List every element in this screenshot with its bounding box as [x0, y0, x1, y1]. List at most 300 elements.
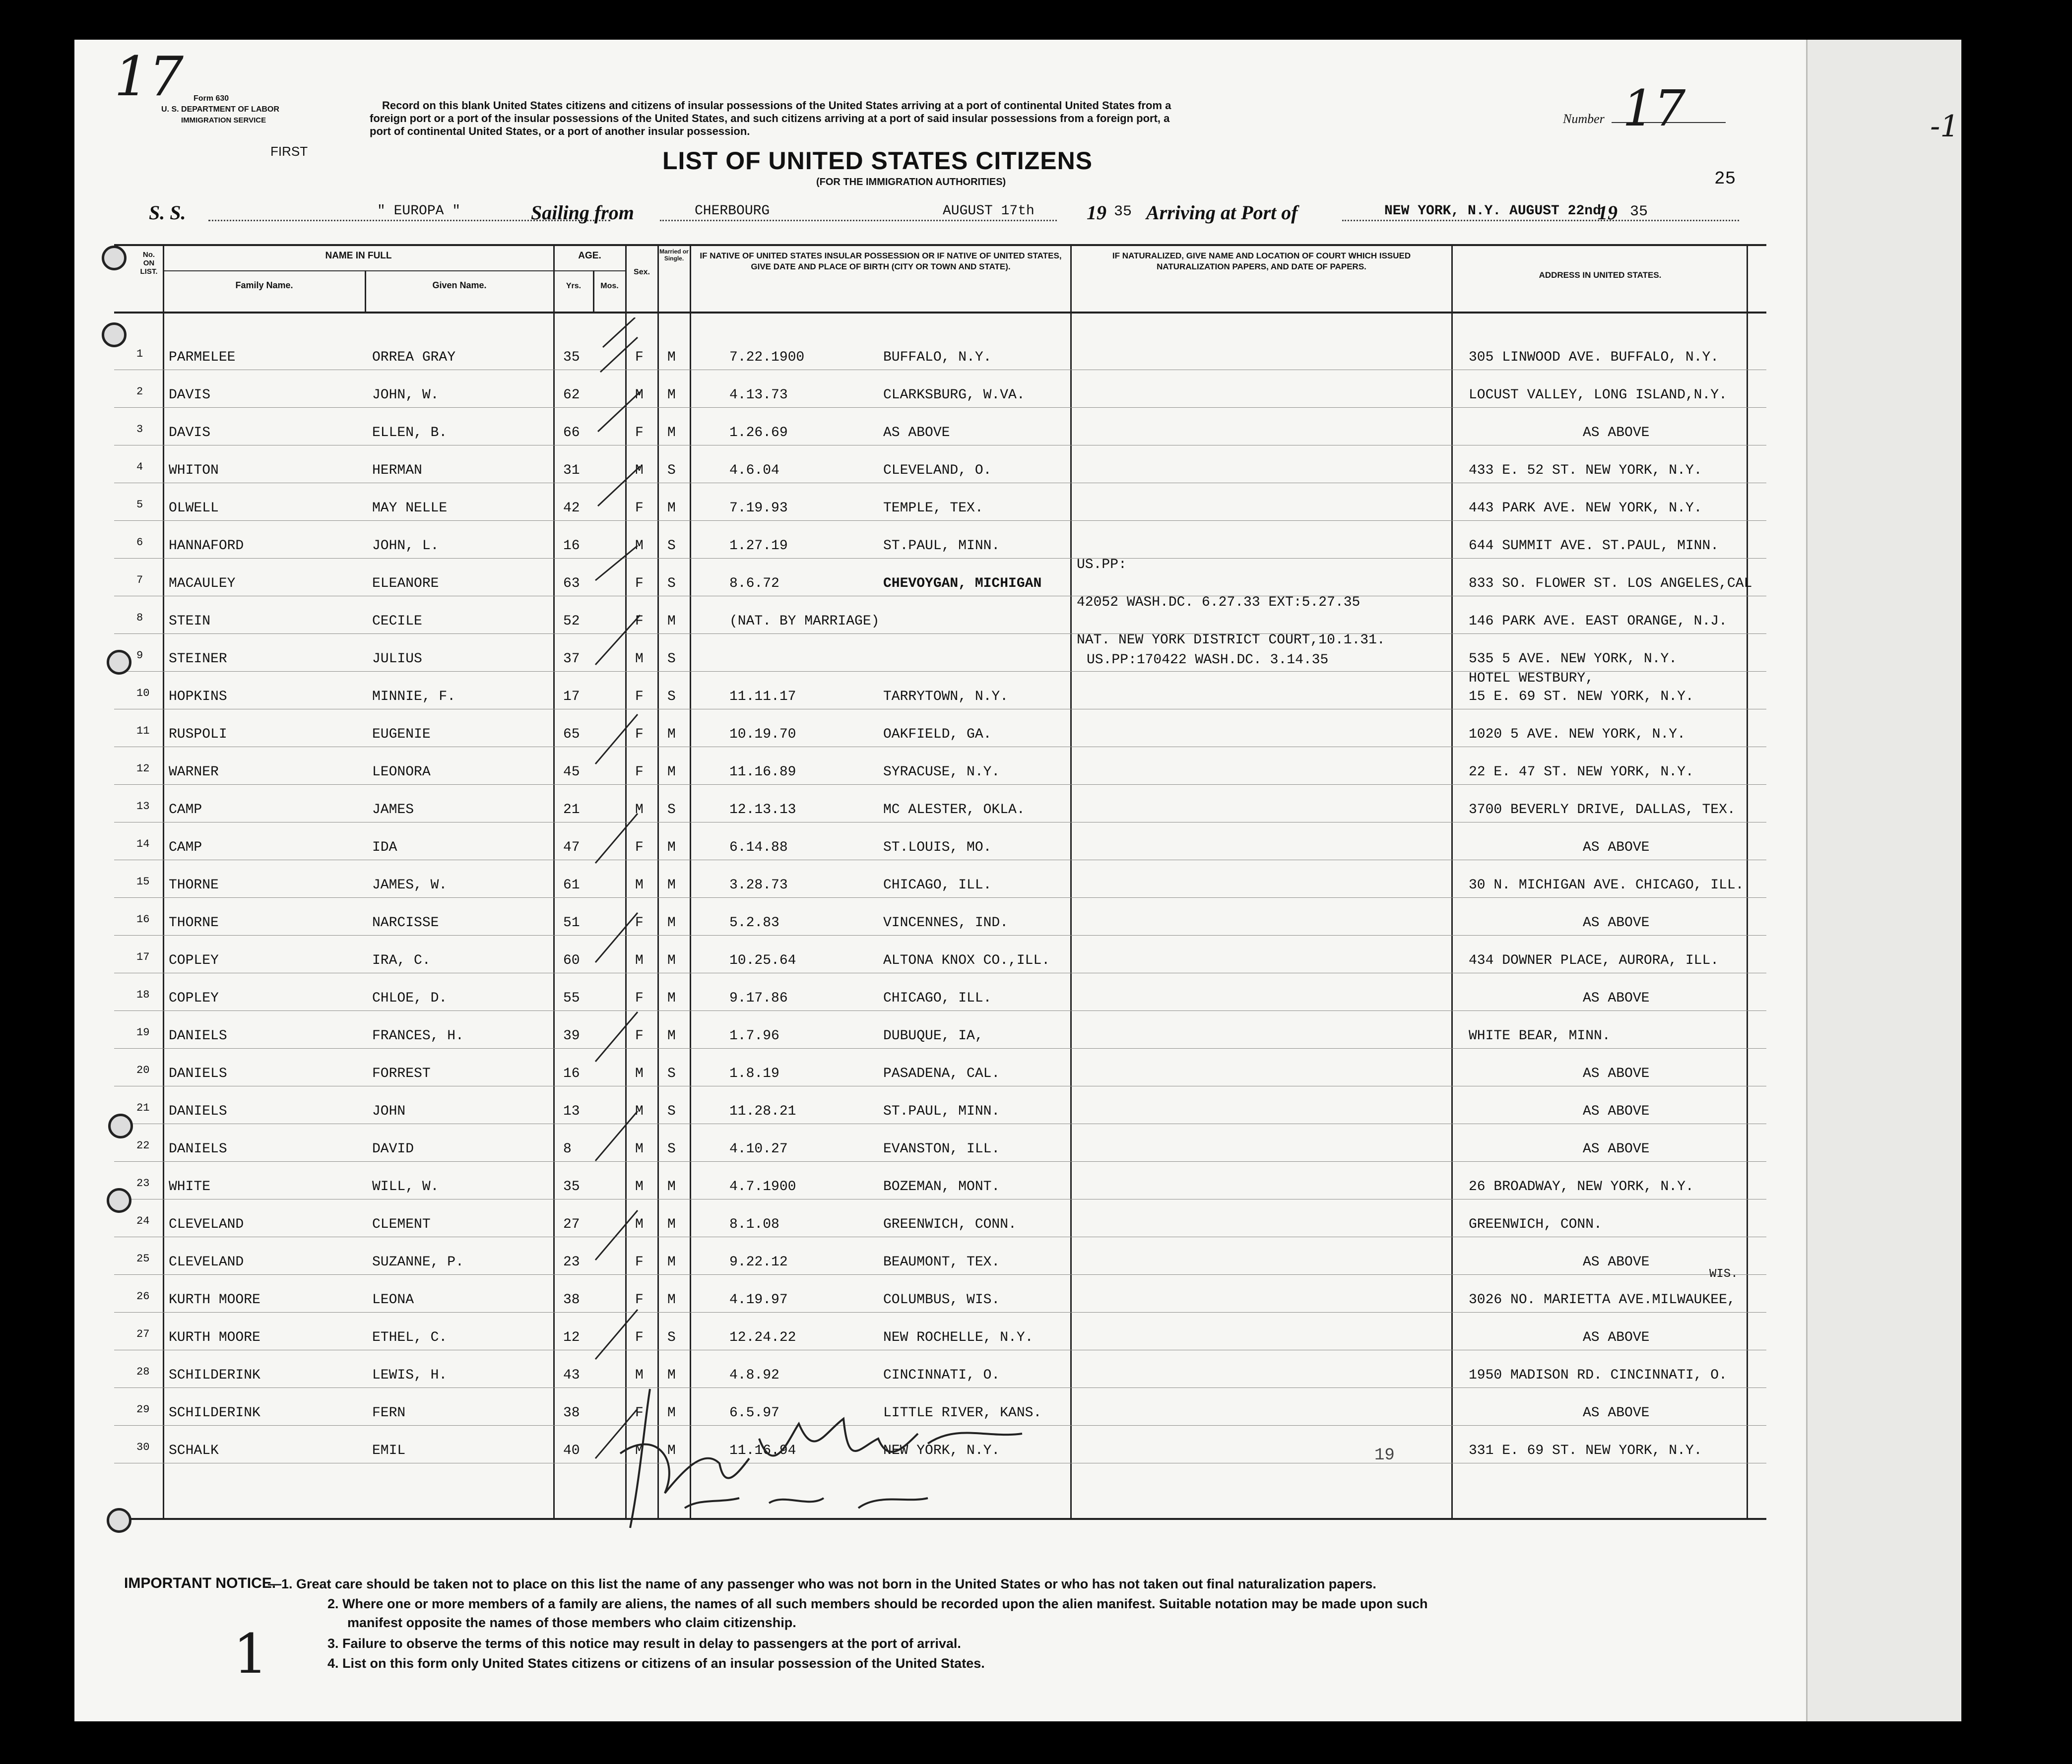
- sex: M: [635, 1443, 644, 1458]
- marital-status: M: [667, 1217, 676, 1232]
- sex: F: [635, 727, 644, 742]
- given-name: LEWIS, H.: [372, 1368, 448, 1383]
- family-name: DAVIS: [169, 425, 211, 441]
- marital-status: M: [667, 350, 676, 365]
- family-name: DANIELS: [169, 1141, 227, 1157]
- year-1: 35: [1114, 203, 1132, 220]
- notice-item-3: 3. Failure to observe the terms of this notice may result in delay to passengers at the port of arrival.: [327, 1636, 961, 1651]
- address: 146 PARK AVE. EAST ORANGE, N.J.: [1469, 614, 1727, 629]
- row-number: 13: [136, 800, 150, 813]
- birth-date: 4.13.73: [729, 387, 788, 403]
- marital-status: M: [667, 1255, 676, 1270]
- header-age: AGE.: [578, 251, 601, 261]
- age-years: 65: [563, 727, 580, 742]
- service: IMMIGRATION SERVICE: [181, 116, 266, 125]
- marital-status: S: [667, 651, 676, 667]
- row-rule: [114, 897, 1766, 898]
- birth-place: DUBUQUE, IA,: [883, 1028, 983, 1044]
- family-name: RUSPOLI: [169, 727, 227, 742]
- col-rule-address: [1747, 244, 1748, 1519]
- given-name: FERN: [372, 1405, 406, 1421]
- family-name: STEINER: [169, 651, 227, 667]
- marital-status: S: [667, 1141, 676, 1157]
- notice-item-4: 4. List on this form only United States citizens or citizens of an insular possession of the United States.: [327, 1656, 985, 1671]
- row-rule: [114, 784, 1766, 785]
- binder-hole: [102, 246, 127, 270]
- col-rule-married: [690, 244, 691, 1519]
- birth-date: 12.24.22: [729, 1330, 796, 1345]
- top-handwritten-number: 17: [114, 45, 184, 108]
- year-prefix-2: 19: [1598, 201, 1618, 224]
- birth-place: CHEVOYGAN, MICHIGAN: [883, 576, 1042, 591]
- address: 833 SO. FLOWER ST. LOS ANGELES,CAL: [1469, 576, 1752, 591]
- row-number: 14: [136, 838, 150, 850]
- family-name: DANIELS: [169, 1028, 227, 1044]
- year-prefix-1: 19: [1087, 201, 1106, 224]
- age-years: 31: [563, 463, 580, 478]
- marital-status: M: [667, 1405, 676, 1421]
- family-name: SCHILDERINK: [169, 1405, 260, 1421]
- marital-status: M: [667, 614, 676, 629]
- given-name: LEONORA: [372, 764, 431, 780]
- sex: F: [635, 576, 644, 591]
- row-number: 5: [136, 499, 143, 511]
- family-name: PARMELEE: [169, 350, 236, 365]
- birth-date: 4.19.97: [729, 1292, 788, 1308]
- family-name: CAMP: [169, 840, 202, 855]
- birth-date: 4.7.1900: [729, 1179, 796, 1195]
- birth-place: BEAUMONT, TEX.: [883, 1255, 1000, 1270]
- department: U. S. DEPARTMENT OF LABOR: [161, 105, 279, 114]
- given-name: CHLOE, D.: [372, 991, 448, 1006]
- row-number: 27: [136, 1328, 150, 1340]
- family-name: MACAULEY: [169, 576, 236, 591]
- col-rule-native: [1070, 244, 1072, 1519]
- naturalization: NAT. NEW YORK DISTRICT COURT,10.1.31.: [1077, 632, 1385, 648]
- birth-place: SYRACUSE, N.Y.: [883, 764, 1000, 780]
- header-mos: Mos.: [600, 282, 619, 290]
- address: 535 5 AVE. NEW YORK, N.Y.: [1469, 651, 1678, 667]
- age-years: 51: [563, 915, 580, 931]
- address: AS ABOVE: [1583, 1141, 1650, 1157]
- given-name: MINNIE, F.: [372, 689, 456, 704]
- age-years: 16: [563, 1066, 580, 1081]
- marital-status: M: [667, 840, 676, 855]
- binder-hole: [107, 1188, 131, 1213]
- marital-status: M: [667, 1368, 676, 1383]
- marital-status: S: [667, 576, 676, 591]
- given-name: JOHN, L.: [372, 538, 439, 554]
- birth-place: AS ABOVE: [883, 425, 950, 441]
- given-name: JAMES, W.: [372, 878, 448, 893]
- age-years: 60: [563, 953, 580, 968]
- sex: F: [635, 1292, 644, 1308]
- birth-place: CINCINNATI, O.: [883, 1368, 1000, 1383]
- marital-status: S: [667, 1330, 676, 1345]
- header-native: IF NATIVE OF UNITED STATES INSULAR POSSESSION OR IF NATIVE OF UNITED STATES, GIVE DATE AND PLACE OF BIRTH (CITY OR TOWN AND STATE).: [700, 251, 1062, 271]
- given-name: CECILE: [372, 614, 422, 629]
- sex: F: [635, 991, 644, 1006]
- age-years: 35: [563, 350, 580, 365]
- nat-row9-continuation: US.PP:170422 WASH.DC. 3.14.35: [1087, 652, 1329, 668]
- row-number: 19: [136, 1026, 150, 1039]
- family-name: SCHALK: [169, 1443, 219, 1458]
- addr-row26-state: WIS.: [1709, 1267, 1738, 1281]
- age-years: 23: [563, 1255, 580, 1270]
- address: 3026 NO. MARIETTA AVE.MILWAUKEE,: [1469, 1292, 1736, 1308]
- address: 443 PARK AVE. NEW YORK, N.Y.: [1469, 501, 1702, 516]
- birth-date: 5.2.83: [729, 915, 779, 931]
- sex: M: [635, 1141, 644, 1157]
- row-number: 2: [136, 385, 143, 398]
- row-number: 10: [136, 687, 150, 699]
- naturalization: US.PP:: [1077, 557, 1127, 572]
- year-2: 35: [1630, 203, 1648, 220]
- marital-status: S: [667, 538, 676, 554]
- birth-place: CHICAGO, ILL.: [883, 878, 992, 893]
- birth-date: 12.13.13: [729, 802, 796, 818]
- header-sex: Sex.: [634, 268, 650, 276]
- header-family: Family Name.: [235, 280, 293, 290]
- family-name: WHITON: [169, 463, 219, 478]
- header-married: Married or Single.: [659, 248, 689, 262]
- birth-date: 11.28.21: [729, 1104, 796, 1119]
- age-years: 42: [563, 501, 580, 516]
- birth-place: ALTONA KNOX CO.,ILL.: [883, 953, 1050, 968]
- address: AS ABOVE: [1583, 1066, 1650, 1081]
- sex: F: [635, 915, 644, 931]
- address: AS ABOVE: [1583, 1104, 1650, 1119]
- notice-item-2b: manifest opposite the names of those members who claim citizenship.: [347, 1615, 796, 1630]
- row-number: 25: [136, 1253, 150, 1265]
- age-years: 21: [563, 802, 580, 818]
- row-number: 17: [136, 951, 150, 963]
- age-years: 39: [563, 1028, 580, 1044]
- header-bottom-rule: [114, 312, 1766, 314]
- row-rule: [114, 1161, 1766, 1162]
- sex: F: [635, 1330, 644, 1345]
- birth-date: 9.22.12: [729, 1255, 788, 1270]
- birth-date: 11.16.89: [729, 764, 796, 780]
- row-number: 11: [136, 725, 150, 737]
- age-years: 52: [563, 614, 580, 629]
- given-name: CLEMENT: [372, 1217, 431, 1232]
- age-years: 61: [563, 878, 580, 893]
- family-name: THORNE: [169, 915, 219, 931]
- marital-status: S: [667, 463, 676, 478]
- birth-place: ST.PAUL, MINN.: [883, 1104, 1000, 1119]
- page-count: 19: [1374, 1446, 1395, 1465]
- sailing-label: Sailing from: [531, 201, 634, 224]
- address: 3700 BEVERLY DRIVE, DALLAS, TEX.: [1469, 802, 1736, 818]
- row-rule: [114, 1048, 1766, 1049]
- given-name: IDA: [372, 840, 397, 855]
- header-yrs: Yrs.: [566, 282, 582, 290]
- birth-date: 9.17.86: [729, 991, 788, 1006]
- given-name: ORREA GRAY: [372, 350, 456, 365]
- address: 331 E. 69 ST. NEW YORK, N.Y.: [1469, 1443, 1702, 1458]
- birth-date: 6.5.97: [729, 1405, 779, 1421]
- address: 1950 MADISON RD. CINCINNATI, O.: [1469, 1368, 1727, 1383]
- family-name: DAVIS: [169, 387, 211, 403]
- address: 434 DOWNER PLACE, AURORA, ILL.: [1469, 953, 1719, 968]
- row-rule: [114, 407, 1766, 408]
- ss-label: S. S.: [149, 201, 186, 224]
- family-name: HANNAFORD: [169, 538, 244, 554]
- row-number: 1: [136, 348, 143, 360]
- birth-place: BUFFALO, N.Y.: [883, 350, 992, 365]
- given-name: DAVID: [372, 1141, 414, 1157]
- birth-place: NEW YORK, N.Y.: [883, 1443, 1000, 1458]
- birth-date: 7.19.93: [729, 501, 788, 516]
- family-name: KURTH MOORE: [169, 1330, 260, 1345]
- birth-date: 8.6.72: [729, 576, 779, 591]
- row-number: 9: [136, 649, 143, 662]
- family-name: WARNER: [169, 764, 219, 780]
- row-number: 21: [136, 1102, 150, 1114]
- address: AS ABOVE: [1583, 425, 1650, 441]
- given-name: FORREST: [372, 1066, 431, 1081]
- row-rule: [114, 633, 1766, 634]
- row-number: 23: [136, 1177, 150, 1190]
- row-number: 15: [136, 876, 150, 888]
- sex: F: [635, 1405, 644, 1421]
- header-naturalized: IF NATURALIZED, GIVE NAME AND LOCATION OF COURT WHICH ISSUED NATURALIZATION PAPERS, AND DATE OF PAPERS.: [1112, 251, 1411, 271]
- age-years: 8: [563, 1141, 572, 1157]
- sex: M: [635, 1179, 644, 1195]
- sex: M: [635, 463, 644, 478]
- address: AS ABOVE: [1583, 1255, 1650, 1270]
- header-no: No. ON LIST.: [140, 251, 158, 276]
- marital-status: M: [667, 991, 676, 1006]
- family-name: COPLEY: [169, 991, 219, 1006]
- sex: F: [635, 764, 644, 780]
- address: 433 E. 52 ST. NEW YORK, N.Y.: [1469, 463, 1702, 478]
- birth-place: COLUMBUS, WIS.: [883, 1292, 1000, 1308]
- birth-date: 11.16.94: [729, 1443, 796, 1458]
- birth-place: PASADENA, CAL.: [883, 1066, 1000, 1081]
- birth-date: 1.7.96: [729, 1028, 779, 1044]
- birth-place: EVANSTON, ILL.: [883, 1141, 1000, 1157]
- sex: M: [635, 1066, 644, 1081]
- given-name: SUZANNE, P.: [372, 1255, 464, 1270]
- marital-status: M: [667, 878, 676, 893]
- address: 305 LINWOOD AVE. BUFFALO, N.Y.: [1469, 350, 1719, 365]
- marital-status: S: [667, 802, 676, 818]
- birth-place: CHICAGO, ILL.: [883, 991, 992, 1006]
- birth-place: ST.LOUIS, MO.: [883, 840, 992, 855]
- arriving-label: Arriving at Port of: [1146, 201, 1298, 224]
- family-name: OLWELL: [169, 501, 219, 516]
- header-name-in-full: NAME IN FULL: [325, 251, 392, 261]
- address: 26 BROADWAY, NEW YORK, N.Y.: [1469, 1179, 1694, 1195]
- birth-place: MC ALESTER, OKLA.: [883, 802, 1025, 818]
- age-years: 62: [563, 387, 580, 403]
- birth-date: 7.22.1900: [729, 350, 805, 365]
- family-name: SCHILDERINK: [169, 1368, 260, 1383]
- page-number: 25: [1714, 169, 1736, 189]
- binder-hole: [102, 322, 127, 347]
- marital-status: M: [667, 387, 676, 403]
- family-name: CAMP: [169, 802, 202, 818]
- given-name: EMIL: [372, 1443, 406, 1458]
- given-name: JULIUS: [372, 651, 422, 667]
- address: 644 SUMMIT AVE. ST.PAUL, MINN.: [1469, 538, 1719, 554]
- family-name: CLEVELAND: [169, 1217, 244, 1232]
- sex: M: [635, 1217, 644, 1232]
- ship-name: " EUROPA ": [377, 203, 461, 219]
- marital-status: S: [667, 689, 676, 704]
- birth-place: CLARKSBURG, W.VA.: [883, 387, 1025, 403]
- sailing-from: CHERBOURG: [695, 203, 770, 219]
- sex: F: [635, 350, 644, 365]
- row-rule: [114, 1274, 1766, 1275]
- handwritten-signature: [610, 1379, 1106, 1543]
- sex: F: [635, 840, 644, 855]
- binder-hole: [107, 1508, 131, 1533]
- marital-status: M: [667, 1443, 676, 1458]
- row-rule: [114, 935, 1766, 936]
- number-value: 17: [1622, 79, 1686, 137]
- family-name: WHITE: [169, 1179, 211, 1195]
- age-years: 13: [563, 1104, 580, 1119]
- address: 1020 5 AVE. NEW YORK, N.Y.: [1469, 727, 1685, 742]
- given-name: FRANCES, H.: [372, 1028, 464, 1044]
- marital-status: M: [667, 953, 676, 968]
- marital-status: M: [667, 764, 676, 780]
- birth-date: (NAT. BY MARRIAGE): [729, 614, 880, 629]
- given-name: MAY NELLE: [372, 501, 448, 516]
- birth-date: 3.28.73: [729, 878, 788, 893]
- sex: M: [635, 1368, 644, 1383]
- row-number: 22: [136, 1139, 150, 1152]
- header-sub-rule: [164, 270, 625, 271]
- col-rule-nat: [1451, 244, 1453, 1519]
- sex: M: [635, 802, 644, 818]
- birth-date: 4.8.92: [729, 1368, 779, 1383]
- row-number: 28: [136, 1366, 150, 1378]
- sex: F: [635, 1255, 644, 1270]
- family-name: KURTH MOORE: [169, 1292, 260, 1308]
- address: AS ABOVE: [1583, 991, 1650, 1006]
- family-name: COPLEY: [169, 953, 219, 968]
- notice-item-2a: 2. Where one or more members of a family are aliens, the names of all such members should be recorded upon the alien manifest. Suitable notation may be made upon such: [327, 1596, 1428, 1611]
- address: WHITE BEAR, MINN.: [1469, 1028, 1611, 1044]
- sex: F: [635, 1028, 644, 1044]
- notice-label: IMPORTANT NOTICE.: [124, 1575, 276, 1591]
- birth-place: ST.PAUL, MINN.: [883, 538, 1000, 554]
- arriving-port: NEW YORK, N.Y. AUGUST 22nd: [1384, 203, 1601, 219]
- family-name: HOPKINS: [169, 689, 227, 704]
- marital-status: S: [667, 1066, 676, 1081]
- birth-date: 1.8.19: [729, 1066, 779, 1081]
- birth-place: OAKFIELD, GA.: [883, 727, 992, 742]
- marital-status: M: [667, 501, 676, 516]
- row-number: 12: [136, 762, 150, 775]
- given-name: ETHEL, C.: [372, 1330, 448, 1345]
- age-years: 12: [563, 1330, 580, 1345]
- row-rule: [114, 1312, 1766, 1313]
- sex: F: [635, 614, 644, 629]
- header-given: Given Name.: [432, 280, 487, 290]
- marital-status: M: [667, 1292, 676, 1308]
- birth-place: BOZEMAN, MONT.: [883, 1179, 1000, 1195]
- given-name: HERMAN: [372, 463, 422, 478]
- birth-place: GREENWICH, CONN.: [883, 1217, 1017, 1232]
- corner-mark: -1: [1930, 109, 1959, 144]
- binder-hole: [107, 650, 131, 675]
- birth-date: 11.11.17: [729, 689, 796, 704]
- given-name: JAMES: [372, 802, 414, 818]
- birth-date: 1.27.19: [729, 538, 788, 554]
- side-mark: 1: [233, 1622, 268, 1686]
- sailing-date: AUGUST 17th: [943, 203, 1035, 219]
- header-address: ADDRESS IN UNITED STATES.: [1539, 270, 1662, 280]
- row-number: 29: [136, 1403, 150, 1416]
- row-number: 8: [136, 612, 143, 624]
- col-rule-no: [163, 244, 164, 1519]
- birth-date: 8.1.08: [729, 1217, 779, 1232]
- binder-hole: [108, 1114, 133, 1138]
- given-name: EUGENIE: [372, 727, 431, 742]
- birth-place: TARRYTOWN, N.Y.: [883, 689, 1009, 704]
- address: 22 E. 47 ST. NEW YORK, N.Y.: [1469, 764, 1694, 780]
- age-years: 38: [563, 1292, 580, 1308]
- age-years: 55: [563, 991, 580, 1006]
- marital-status: M: [667, 727, 676, 742]
- page-title: LIST OF UNITED STATES CITIZENS: [662, 147, 1093, 175]
- col-rule-family: [365, 270, 366, 313]
- address: LOCUST VALLEY, LONG ISLAND,N.Y.: [1469, 387, 1727, 403]
- addr-row10-hotel: HOTEL WESTBURY,: [1469, 671, 1594, 686]
- given-name: JOHN, W.: [372, 387, 439, 403]
- form-number: Form 630: [194, 94, 229, 103]
- age-years: 66: [563, 425, 580, 441]
- first-label: FIRST: [270, 144, 308, 159]
- marital-status: M: [667, 1179, 676, 1195]
- row-number: 26: [136, 1290, 150, 1303]
- row-number: 7: [136, 574, 143, 586]
- row-number: 30: [136, 1441, 150, 1453]
- row-rule: [114, 558, 1766, 559]
- address: AS ABOVE: [1583, 1330, 1650, 1345]
- address: GREENWICH, CONN.: [1469, 1217, 1602, 1232]
- sex: F: [635, 425, 644, 441]
- given-name: IRA, C.: [372, 953, 431, 968]
- sex: M: [635, 651, 644, 667]
- right-binding-strip: [1806, 40, 1961, 1721]
- birth-date: 10.19.70: [729, 727, 796, 742]
- naturalization: 42052 WASH.DC. 6.27.33 EXT:5.27.35: [1077, 595, 1360, 610]
- marital-status: M: [667, 425, 676, 441]
- notice-item-1: —1. Great care should be taken not to place on this list the name of any passenger who was not born in the United States or who has not taken out final naturalization papers.: [268, 1576, 1376, 1591]
- age-years: 37: [563, 651, 580, 667]
- record-text-2: foreign port or a port of the insular possessions of the United States, and such citizens arriving at a port of said insular possessions from a foreign port, a: [370, 112, 1170, 125]
- page-subtitle: (FOR THE IMMIGRATION AUTHORITIES): [816, 177, 1006, 188]
- table-top-rule: [114, 244, 1766, 246]
- age-years: 16: [563, 538, 580, 554]
- row-number: 4: [136, 461, 143, 473]
- age-years: 17: [563, 689, 580, 704]
- sex: F: [635, 501, 644, 516]
- age-years: 27: [563, 1217, 580, 1232]
- birth-place: VINCENNES, IND.: [883, 915, 1009, 931]
- col-rule-name: [553, 244, 555, 1519]
- birth-place: TEMPLE, TEX.: [883, 501, 983, 516]
- row-number: 24: [136, 1215, 150, 1227]
- record-text-3: port of continental United States, or a port of another insular possession.: [370, 125, 750, 137]
- given-name: ELLEN, B.: [372, 425, 448, 441]
